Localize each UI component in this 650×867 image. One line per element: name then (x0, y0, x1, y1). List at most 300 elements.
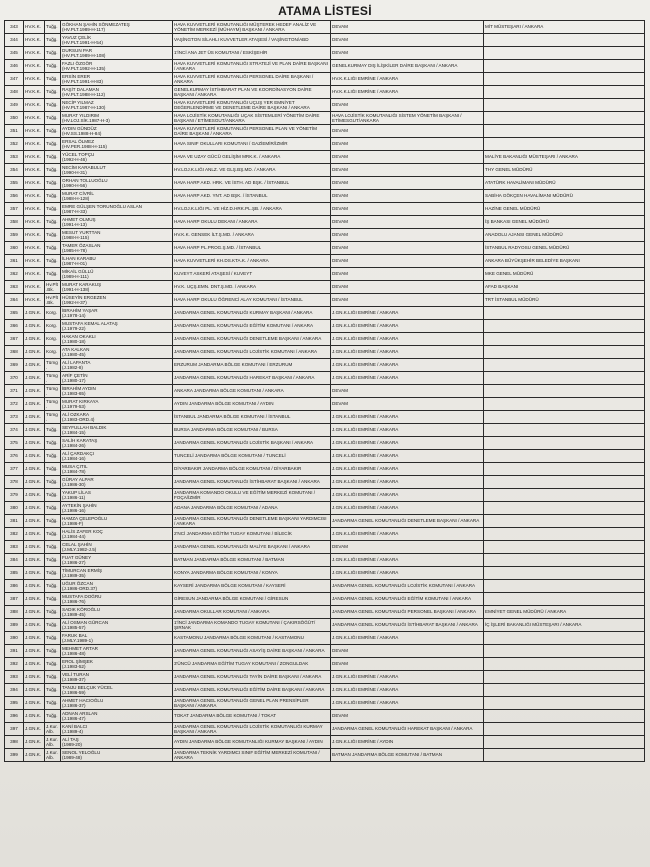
row-name: CELAL ŞAHİN (62, 541, 92, 547)
row-number: 385 (5, 567, 24, 580)
row-name-cell (61, 749, 173, 762)
row-name: UĞUR ÖZCAN (62, 580, 93, 586)
row-name-cell (61, 73, 173, 86)
row-number: 398 (5, 736, 24, 749)
row-rank: Tuğg. (45, 697, 61, 710)
row-name-cell (61, 567, 173, 580)
row-force: HV.K.K. (24, 34, 45, 47)
row-number: 343 (5, 21, 24, 34)
row-name: AYTEKİN ŞAHİN (62, 502, 97, 508)
row-new-post: HV.K.K.LIĞI EMRİNE / ANKARA (331, 86, 484, 99)
row-extra-post (484, 424, 645, 437)
row-registry: (1985-H-78) (62, 248, 87, 253)
row-new-post: J.GN.K.LIĞI EMRİNE / ANKARA (331, 359, 484, 372)
row-current-post: JANDARMA GENEL KOMUTANLIĞI LOJİSTİK BAŞKANI / ANKARA (173, 437, 331, 450)
table-row (5, 320, 645, 333)
table-row (5, 47, 645, 60)
row-number: 395 (5, 697, 24, 710)
row-current-post: JANDARMA OKULLAR KOMUTANI / ANKARA (173, 606, 331, 619)
row-name-cell (61, 476, 173, 489)
row-current-post: TUNCELİ JANDARMA BÖLGE KOMUTANI / TUNCELİ (173, 450, 331, 463)
table-row (5, 138, 645, 151)
row-registry: (J.1986-F) (62, 521, 84, 526)
row-name-cell (61, 21, 173, 34)
row-name: KANİ BALCI (62, 723, 88, 729)
row-number: 382 (5, 528, 24, 541)
table-row (5, 411, 645, 424)
row-number: 390 (5, 632, 24, 645)
row-number: 383 (5, 541, 24, 554)
row-force: HV.K.K. (24, 60, 45, 73)
row-current-post: JANDARMA GENEL KOMUTANLIĞI HAREKAT BAŞKANI / ANKARA (173, 372, 331, 385)
row-name: RAŞİT DALAMAN (62, 86, 99, 92)
row-force: J.GN.K. (24, 515, 45, 528)
row-current-post: HAVA KUVVETLERİ KH.DS.KTA.K. / ANKARA (173, 255, 331, 268)
row-rank: Tuğg. (45, 73, 61, 86)
table-row (5, 424, 645, 437)
row-number: 360 (5, 242, 24, 255)
row-name-cell (61, 190, 173, 203)
row-registry: (J.1984-44) (62, 534, 86, 539)
table-row (5, 294, 645, 307)
row-registry: (1990-H-31) (62, 170, 87, 175)
row-registry: (J.1989-45) (62, 612, 86, 617)
table-row (5, 671, 645, 684)
row-extra-post (484, 502, 645, 515)
row-rank: Tuğg. (45, 515, 61, 528)
row-name-cell (61, 502, 173, 515)
row-extra-post (484, 489, 645, 502)
row-current-post: HV.K. UÇŞ.EMN. DNT.Ş.MD. / ANKARA (173, 281, 331, 294)
row-rank: Tuğg. (45, 671, 61, 684)
row-extra-post: ANKARA BÜYÜKŞEHİR BELEDİYE BAŞKANI (484, 255, 645, 268)
row-registry: (HV.PLT.1989-H-117) (62, 27, 106, 32)
row-name-cell (61, 385, 173, 398)
row-rank: Korg. (45, 307, 61, 320)
row-registry: (HV.SS.1988-H-84) (62, 131, 102, 136)
row-current-post: 2'NCİ JANDARMA EĞİTİM TUGAY KOMUTANI / BİLECİK (173, 528, 331, 541)
row-extra-post (484, 658, 645, 671)
row-extra-post (484, 99, 645, 112)
row-registry: (J.1984-16) (62, 456, 86, 461)
row-number: 349 (5, 99, 24, 112)
row-new-post: J.GN.K.LIĞI EMRİNE / ANKARA (331, 671, 484, 684)
row-current-post: DİYARBAKIR JANDARMA BÖLGE KOMUTANI / DİYARBAKIR (173, 463, 331, 476)
row-name-cell (61, 112, 173, 125)
row-registry: (1991-H-138) (62, 287, 90, 292)
row-number: 381 (5, 515, 24, 528)
row-rank: Tuğg. (45, 528, 61, 541)
row-extra-post (484, 593, 645, 606)
table-row (5, 593, 645, 606)
row-rank: Tuğg. (45, 60, 61, 73)
row-current-post: 1'İNCİ JANDARMA KOMANDO TUGAY KOMUTANI / ÇAKIRSÖĞÜT/ŞIRNAK (173, 619, 331, 632)
row-current-post: HAVA KUVVETLERİ KOMUTANLIĞI PERSONEL PLAN VE YÖNETİM DAİRE BAŞKANI / ANKARA (173, 125, 331, 138)
row-rank: Tuğg. (45, 541, 61, 554)
row-name-cell (61, 528, 173, 541)
row-extra-post: AFAD BAŞKANI (484, 281, 645, 294)
table-row (5, 645, 645, 658)
row-registry: (J.1985-57) (62, 625, 86, 630)
row-rank: Tuğg. (45, 658, 61, 671)
row-extra-post (484, 60, 645, 73)
row-new-post: J.GN.K.LIĞI EMRİNE / ANKARA (331, 697, 484, 710)
row-force: J.GN.K. (24, 489, 45, 502)
row-current-post: ERZURUM JANDARMA BÖLGE KOMUTANI / ERZURUM (173, 359, 331, 372)
row-rank: Tuğg. (45, 47, 61, 60)
row-number: 346 (5, 60, 24, 73)
row-name-cell (61, 580, 173, 593)
row-new-post: JANDARMA GENEL KOMUTANLIĞI İSTİHBARAT BAŞKANI / ANKARA (331, 619, 484, 632)
row-rank: Tümg. (45, 385, 61, 398)
row-extra-post (484, 645, 645, 658)
row-rank: Hv.Plt.Bk. (45, 294, 61, 307)
row-name: ATA KALKAN (62, 346, 90, 352)
row-name: MURAT KIRKAYA (62, 398, 99, 404)
row-name-cell (61, 203, 173, 216)
row-name: İBRAHİM YAŞAR (62, 307, 98, 313)
row-registry: (1987-H-33) (62, 209, 87, 214)
row-extra-post: TRT İSTANBUL MÜDÜRÜ (484, 294, 645, 307)
row-extra-post (484, 346, 645, 359)
row-current-post: JANDARMA GENEL KOMUTANLIĞI LOJİSTİK KOMUTANI / ANKARA (173, 346, 331, 359)
table-row (5, 229, 645, 242)
assignment-table-body (5, 21, 645, 762)
row-new-post: DEVAM (331, 281, 484, 294)
row-extra-post: MKE GENEL MÜDÜRÜ (484, 268, 645, 281)
row-force: HV.K.K. (24, 216, 45, 229)
row-registry: (J.1986-16) (62, 508, 86, 513)
row-extra-post (484, 372, 645, 385)
table-row (5, 151, 645, 164)
table-row (5, 567, 645, 580)
row-name-cell (61, 515, 173, 528)
row-name: GÜRAY ALPAR (62, 476, 94, 482)
row-new-post: DEVAM (331, 203, 484, 216)
row-name: DURSUN PAR (62, 47, 93, 53)
row-force: HV.K.K. (24, 177, 45, 190)
table-row (5, 346, 645, 359)
row-force: J.GN.K. (24, 437, 45, 450)
row-name: ERSAL ÖLMEZ (62, 138, 94, 144)
row-new-post: DEVAM (331, 125, 484, 138)
row-registry: (J.1986-48) (62, 651, 86, 656)
row-number: 366 (5, 320, 24, 333)
row-rank: Tuğg. (45, 580, 61, 593)
row-name-cell (61, 593, 173, 606)
row-name: HÜSEYİN ERGEZEN (62, 294, 106, 300)
row-registry: (1990-H-56) (62, 183, 87, 188)
row-rank: Tuğg. (45, 593, 61, 606)
row-registry: (J.1986-76) (62, 599, 86, 604)
row-current-post: HAVA HARP OKULU ÖĞRENCİ ALAY KOMUTANI / İSTANBUL (173, 294, 331, 307)
row-name: İLHAN KARABU (62, 255, 96, 261)
row-name-cell (61, 489, 173, 502)
row-extra-post (484, 73, 645, 86)
row-force: HV.K.K. (24, 281, 45, 294)
row-name-cell (61, 346, 173, 359)
row-number: 347 (5, 73, 24, 86)
row-registry: (J.1983-52) (62, 664, 86, 669)
row-force: HV.K.K. (24, 21, 45, 34)
row-registry: (J.1983-65) (62, 391, 86, 396)
row-force: J.GN.K. (24, 398, 45, 411)
row-number: 370 (5, 372, 24, 385)
row-force: HV.K.K. (24, 242, 45, 255)
row-extra-post: ATATÜRK HAVALİMANI MÜDÜRÜ (484, 177, 645, 190)
row-number: 353 (5, 151, 24, 164)
row-extra-post (484, 333, 645, 346)
row-current-post: HAVA HARP AKD. HRK. VE İSTH. AD BŞK. / İSTANBUL (173, 177, 331, 190)
row-number: 378 (5, 476, 24, 489)
row-current-post: JANDARMA GENEL KOMUTANLIĞI İSTİHBARAT BAŞKANI / ANKARA (173, 476, 331, 489)
row-number: 388 (5, 606, 24, 619)
row-force: J.GN.K. (24, 684, 45, 697)
row-new-post: DEVAM (331, 99, 484, 112)
row-extra-post (484, 684, 645, 697)
row-registry: (1988-H-115) (62, 235, 89, 240)
table-row (5, 372, 645, 385)
row-number: 379 (5, 489, 24, 502)
table-row (5, 203, 645, 216)
row-force: HV.K.K. (24, 268, 45, 281)
row-registry: (J.MLY.1989-1) (62, 638, 93, 643)
row-rank: J.Kur.Alb. (45, 736, 61, 749)
table-row (5, 723, 645, 736)
row-name-cell (61, 294, 173, 307)
row-number: 376 (5, 450, 24, 463)
row-name-cell (61, 359, 173, 372)
row-new-post: J.GN.K.LIĞI EMRİNE / ANKARA (331, 424, 484, 437)
row-current-post: HAVA VE UZAY GÜCÜ GELİŞİM MRK.K. / ANKARA (173, 151, 331, 164)
row-rank: Tuğg. (45, 606, 61, 619)
table-row (5, 658, 645, 671)
table-row (5, 177, 645, 190)
row-new-post: DEVAM (331, 164, 484, 177)
row-new-post: DEVAM (331, 645, 484, 658)
row-current-post: HAVA HARP PL.PROG.Ş.MD. / İSTANBUL (173, 242, 331, 255)
row-name: SEYFULLAH BALDIK (62, 424, 107, 430)
row-registry: (J.1978-14) (62, 313, 86, 318)
row-name-cell (61, 177, 173, 190)
row-name: SADIK KÖROĞLU (62, 606, 101, 612)
row-name: NECİP YILMAZ (62, 99, 94, 105)
table-row (5, 463, 645, 476)
row-name: MEHMET ARTAR (62, 645, 98, 651)
row-extra-post (484, 554, 645, 567)
row-registry: (J.1986-11) (62, 495, 86, 500)
row-new-post: DEVAM (331, 229, 484, 242)
row-rank: Tümg. (45, 372, 61, 385)
row-rank: Tuğg. (45, 476, 61, 489)
row-new-post: J.GN.K.LIĞI EMRİNE / ANKARA (331, 489, 484, 502)
row-new-post: JANDARMA GENEL KOMUTANLIĞI EĞİTİM KOMUTANI / ANKARA (331, 593, 484, 606)
row-extra-post (484, 697, 645, 710)
row-extra-post: HAZİNE GENEL MÜDÜRÜ (484, 203, 645, 216)
table-row (5, 359, 645, 372)
row-name-cell (61, 450, 173, 463)
row-name-cell (61, 437, 173, 450)
assignment-table (4, 20, 645, 762)
row-number: 365 (5, 307, 24, 320)
row-name-cell (61, 47, 173, 60)
row-name: ALİ OSMAN GÜRCAN (62, 619, 109, 625)
row-registry: (J.1986-37) (62, 703, 86, 708)
row-name-cell (61, 684, 173, 697)
row-registry: (1991-H-13) (62, 222, 87, 227)
row-name-cell (61, 463, 173, 476)
row-name: SALİH KARATAŞ (62, 437, 98, 443)
table-row (5, 554, 645, 567)
row-name-cell (61, 255, 173, 268)
table-row (5, 125, 645, 138)
row-current-post: VAŞİNGTON SİLAHLI KUVVETLER ATAŞESİ / VAŞİNGTON/ABD (173, 34, 331, 47)
table-row (5, 190, 645, 203)
row-name: MUSA ÇITIL (62, 463, 88, 469)
row-rank: Tuğg. (45, 125, 61, 138)
row-current-post: HAVA KUVVETLERİ KOMUTANLIĞI PERSONEL DAİRE BAŞKANI / ANKARA (173, 73, 331, 86)
row-force: J.GN.K. (24, 320, 45, 333)
row-current-post: İSTANBUL JANDARMA BÖLGE KOMUTANI / İSTANBUL (173, 411, 331, 424)
row-name-cell (61, 554, 173, 567)
table-row (5, 437, 645, 450)
row-rank: Tuğg. (45, 34, 61, 47)
table-row (5, 489, 645, 502)
row-rank: Tuğg. (45, 190, 61, 203)
row-extra-post (484, 359, 645, 372)
row-rank: Korg. (45, 320, 61, 333)
row-new-post: J.GN.K.LIĞI EMRİNE / ANKARA (331, 450, 484, 463)
row-extra-post: ANADOLU AJANSI GENEL MÜDÜRÜ (484, 229, 645, 242)
row-name-cell (61, 645, 173, 658)
row-name: MUSTAFA KEMAL ALATAŞ (62, 320, 118, 326)
row-new-post: DEVAM (331, 294, 484, 307)
row-force: HV.K.K. (24, 203, 45, 216)
row-registry: (1992-H-37) (62, 300, 87, 305)
row-force: HV.K.K. (24, 73, 45, 86)
row-current-post: HAVA KUVVETLERİ KOMUTANLIĞI UÇUŞ YER EMNİYET DEĞERLENDİRME VE DENETLEME DAİRE BAŞKANI / ANKARA (173, 99, 331, 112)
row-force: J.GN.K. (24, 619, 45, 632)
row-force: J.GN.K. (24, 333, 45, 346)
row-number: 345 (5, 47, 24, 60)
row-rank: Tuğg. (45, 229, 61, 242)
row-extra-post (484, 47, 645, 60)
row-new-post: JANDARMA GENEL KOMUTANLIĞI LOJİSTİK KOMUTANI / ANKARA (331, 580, 484, 593)
row-force: HV.K.K. (24, 138, 45, 151)
table-row (5, 21, 645, 34)
row-registry: (J.1986-47) (62, 716, 86, 721)
row-current-post: JANDARMA GENEL KOMUTANLIĞI DENETLEME BAŞKANI YARDIMCISI / ANKARA (173, 515, 331, 528)
row-name: YÜCEL TOPÇU (62, 151, 95, 157)
row-force: J.GN.K. (24, 710, 45, 723)
row-force: J.GN.K. (24, 411, 45, 424)
row-name: İBRAHİM AYDIN (62, 385, 96, 391)
row-name: NECİM KARABULUT (62, 164, 106, 170)
row-new-post: DEVAM (331, 658, 484, 671)
table-row (5, 99, 645, 112)
row-registry: (1989-20) (62, 742, 82, 747)
row-force: HV.K.K. (24, 229, 45, 242)
table-row (5, 164, 645, 177)
row-number: 384 (5, 554, 24, 567)
row-force: J.GN.K. (24, 697, 45, 710)
row-force: J.GN.K. (24, 671, 45, 684)
table-row (5, 281, 645, 294)
row-current-post: HV.K.K. GENSEK İLT.Ş.MD. / ANKARA (173, 229, 331, 242)
row-rank: Tuğg. (45, 242, 61, 255)
row-registry: (J.1980-17) (62, 378, 86, 383)
row-number: 362 (5, 268, 24, 281)
row-force: HV.K.K. (24, 47, 45, 60)
row-force: J.GN.K. (24, 723, 45, 736)
row-registry: (HV.PLT.1987-H-130) (62, 105, 106, 110)
row-number: 371 (5, 385, 24, 398)
row-name: AHMET HACIOĞLU (62, 697, 104, 703)
row-new-post: DEVAM (331, 47, 484, 60)
row-registry: (J.1986-59) (62, 690, 86, 695)
row-name-cell (61, 34, 173, 47)
row-name: MURAT CİVRİL (62, 190, 94, 196)
row-new-post: DEVAM (331, 541, 484, 554)
row-force: J.GN.K. (24, 424, 45, 437)
row-force: J.GN.K. (24, 385, 45, 398)
row-name: HAMZA ÇELEPOĞLU (62, 515, 108, 521)
row-new-post: J.GN.K.LIĞI EMRİNE / ANKARA (331, 411, 484, 424)
row-new-post: HV.K.K.LIĞI EMRİNE / ANKARA (331, 73, 484, 86)
row-current-post: KONYA JANDARMA BÖLGE KOMUTANI / KONYA (173, 567, 331, 580)
row-current-post: JANDARMA GENEL KOMUTANLIĞI GENEL PLAN PRENSİPLER BAŞKANI / ANKARA (173, 697, 331, 710)
row-name-cell (61, 242, 173, 255)
table-row (5, 710, 645, 723)
row-name-cell (61, 320, 173, 333)
row-current-post: HAVA SINIF OKULLARI KOMUTANI / GAZİEMİR/İZMİR (173, 138, 331, 151)
row-force: HV.K.K. (24, 151, 45, 164)
row-current-post: JANDARMA KOMANDO OKULU VE EĞİTİM MERKEZİ KOMUTANI / FOÇA/İZMİR (173, 489, 331, 502)
row-new-post: J.GN.K.LIĞI EMRİNE / ANKARA (331, 554, 484, 567)
row-name: ALİ LAPANTA (62, 359, 91, 365)
row-new-post: DEVAM (331, 242, 484, 255)
row-extra-post: İSTANBUL RADYOSU GENEL MÜDÜRÜ (484, 242, 645, 255)
row-registry: (HV.PLT.1991-H-54) (62, 40, 103, 45)
row-extra-post (484, 138, 645, 151)
row-name: TANJU BELÇUK YÜCEL (62, 684, 113, 690)
row-number: 392 (5, 658, 24, 671)
row-name-cell (61, 723, 173, 736)
row-current-post: AYDIN JANDARMA BÖLGE KOMUTANLIĞI KURMAY BAŞKANI / AYDIN (173, 736, 331, 749)
row-new-post: DEVAM (331, 138, 484, 151)
row-registry: (HV.PLT.1989-H-108) (62, 53, 106, 58)
row-current-post: HAVA HARP AKD. YNT. AD BŞK. / İSTANBUL (173, 190, 331, 203)
row-rank: Tuğg. (45, 567, 61, 580)
table-row (5, 476, 645, 489)
row-number: 364 (5, 294, 24, 307)
row-name: GÖKHAN ŞAHİN SÖNMEZATEŞ (62, 21, 130, 27)
row-name: SENOL YELOĞLU (62, 749, 101, 755)
row-current-post: BATMAN JANDARMA BÖLGE KOMUTANI / BATMAN (173, 554, 331, 567)
row-new-post: DEVAM (331, 190, 484, 203)
document-title: ATAMA LİSTESİ (278, 4, 372, 18)
row-registry: (1988-H-128) (62, 196, 90, 201)
row-current-post: BURSA JANDARMA BÖLGE KOMUTANI / BURSA (173, 424, 331, 437)
row-new-post: DEVAM (331, 21, 484, 34)
row-number: 389 (5, 619, 24, 632)
row-rank: Tuğg. (45, 684, 61, 697)
row-rank: Tuğg. (45, 268, 61, 281)
row-new-post: J.GN.K.LIĞI EMRİNE / ANKARA (331, 476, 484, 489)
row-registry: (1989-H-111) (62, 274, 89, 279)
row-current-post: 1'İNCİ ANA JET ÜS KOMUTANI / ESKİŞEHİR (173, 47, 331, 60)
row-extra-post (484, 749, 645, 762)
